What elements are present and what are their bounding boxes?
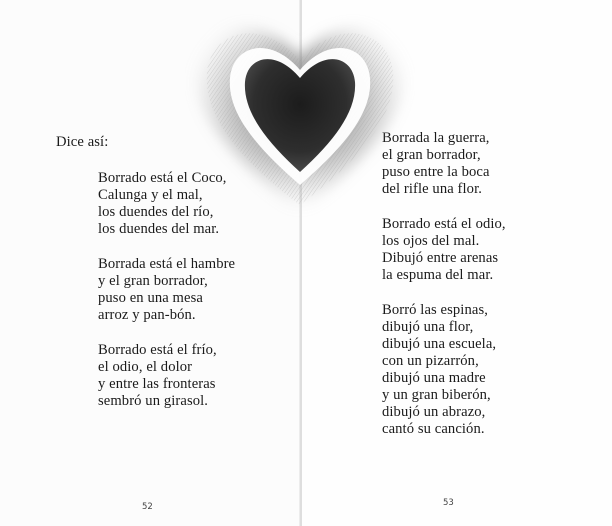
poem-line: Borrada la guerra, — [382, 130, 490, 146]
poem-line: Calunga y el mal, — [98, 187, 203, 203]
page-number-left: 52 — [142, 502, 153, 512]
page-number-right: 53 — [443, 498, 454, 508]
poem-line: dibujó un abrazo, — [382, 404, 486, 420]
poem-line: Borrado está el frío, — [98, 342, 217, 358]
poem-line: los ojos del mal. — [382, 233, 480, 249]
poem-line: los duendes del mar. — [98, 221, 220, 237]
poem-line: el odio, el dolor — [98, 359, 193, 375]
poem-line: Borrado está el Coco, — [98, 170, 227, 186]
poem-line: Borrado está el odio, — [382, 216, 506, 232]
poem-line: los duendes del río, — [98, 204, 214, 220]
poem-line: del rifle una flor. — [382, 181, 482, 197]
poem-line: el gran borrador, — [382, 147, 481, 163]
poem-line: dibujó una escuela, — [382, 336, 497, 352]
poem-line: y entre las fronteras — [98, 376, 216, 392]
intro-line: Dice así: — [56, 134, 109, 150]
poem-line: Borró las espinas, — [382, 302, 488, 318]
poem-line: con un pizarrón, — [382, 353, 479, 369]
poem-line: puso entre la boca — [382, 164, 490, 180]
poem-line: la espuma del mar. — [382, 267, 494, 283]
poem-line: Dibujó entre arenas — [382, 250, 499, 266]
heart-illustration — [185, 0, 415, 225]
poem-line: dibujó una madre — [382, 370, 486, 386]
poem-line: puso en una mesa — [98, 290, 203, 306]
poem-line: Borrada está el hambre — [98, 256, 236, 272]
poem-line: y un gran biberón, — [382, 387, 491, 403]
poem-line: cantó su canción. — [382, 421, 485, 437]
poem-line: arroz y pan-bón. — [98, 307, 196, 323]
poem-line: dibujó una flor, — [382, 319, 474, 335]
poem-line: sembró un girasol. — [98, 393, 209, 409]
poem-line: y el gran borrador, — [98, 273, 208, 289]
